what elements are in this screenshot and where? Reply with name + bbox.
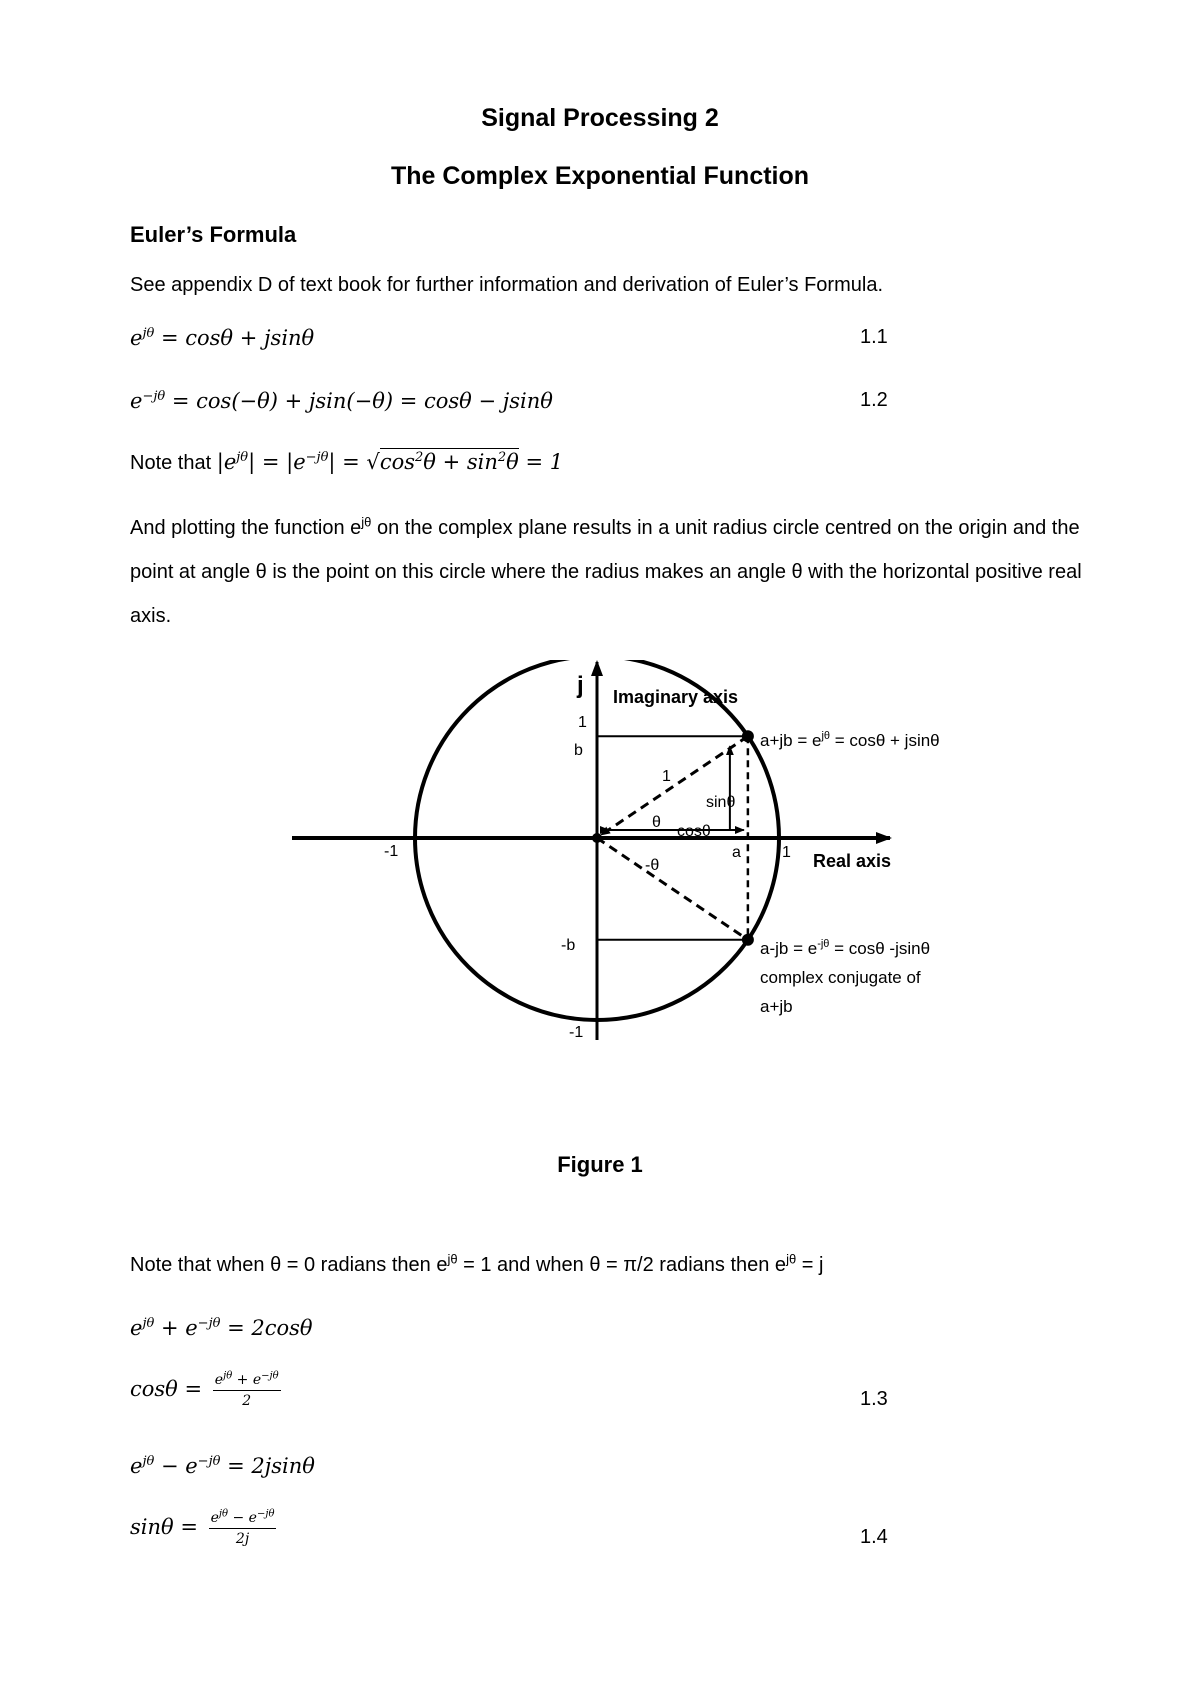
equation-1-4: sinθ = $\frac{e^{j\theta} - e^{-j\theta}}{2j}$: [130, 1508, 275, 1547]
equation-1-3: cosθ = $\frac{e^{j\theta} + e^{-j\theta}}{2}$: [130, 1370, 279, 1409]
b-label: b: [574, 742, 583, 759]
upper-point: [742, 730, 754, 742]
neg-b-label: -b: [561, 937, 576, 954]
x-tick-left: -1: [384, 843, 399, 860]
lower-point-label: $a-jb = e^{-j\theta} = \cos\theta$ -jsinθ: [760, 938, 931, 958]
radius-label: 1: [662, 768, 671, 785]
x-tick-right: 1: [782, 844, 791, 861]
neg-theta-label: -θ: [645, 857, 660, 874]
equation-sum: $e^{j\theta} + e^{-j\theta} = 2\cos\theta$: [130, 1316, 313, 1340]
equation-number-1-4: 1.4: [860, 1526, 888, 1548]
equation-number-1-3: 1.3: [860, 1388, 888, 1410]
conjugate-label-line2: a+jb: [760, 997, 793, 1016]
sin-theta-label: sinθ: [706, 794, 736, 811]
real-axis-label: Real axis: [813, 851, 892, 871]
y-tick-bottom: -1: [569, 1024, 584, 1041]
equation-1-2: $e^{-j\theta} = \cos(-\theta) + jsin(-\theta) = \cos\theta - jsin\theta$: [130, 389, 553, 413]
j-axis-label: j: [577, 672, 584, 699]
origin-point: [592, 833, 602, 843]
equation-number-1-1: 1.1: [860, 326, 888, 348]
description-paragraph: And plotting the function $e^{j\theta}$ on the complex plane results in a unit radius circle centred on the origin and the point at angle θ is the point on this circle where the radius makes an angle θ with the horizontal positive real axis.: [130, 514, 1082, 627]
special-values-note: Note that when θ = 0 radians then $e^{j\theta} = 1$ and when θ = π/2 radians then $e^{j\theta} = j$: [130, 1251, 824, 1276]
cos-theta-label: cosθ: [677, 823, 711, 840]
equation-number-1-2: 1.2: [860, 389, 888, 411]
theta-label: θ: [652, 814, 661, 831]
equation-difference: $e^{j\theta} - e^{-j\theta} = 2jsin\theta$: [130, 1454, 315, 1478]
document-subtitle: The Complex Exponential Function: [390, 162, 810, 190]
magnitude-note: Note that $|e^{j\theta}| = |e^{-j\theta}| = √\cos^2\theta + \sin^2\theta = 1$: [130, 450, 564, 474]
lower-point: [742, 934, 754, 946]
document-title: Signal Processing 2: [481, 104, 719, 132]
y-tick-top: 1: [578, 714, 587, 731]
conjugate-label-line1: complex conjugate of: [760, 968, 921, 987]
a-label: a: [732, 844, 741, 861]
figure-caption: Figure 1: [557, 1152, 643, 1177]
imaginary-axis-label: Imaginary axis: [613, 687, 739, 707]
radius-upper-dashed: [601, 736, 748, 835]
unit-circle-figure: [0, 660, 1200, 1150]
radius-lower-dashed: [597, 838, 748, 940]
intro-text: See appendix D of text book for further information and derivation of Euler’s Formula.: [130, 274, 883, 296]
upper-point-label: $a+jb = e^{j\theta} = \cos\theta + jsin\theta$: [760, 730, 940, 750]
equation-1-1: $e^{j\theta} = \cos\theta + jsin\theta$: [130, 326, 315, 350]
section-heading: Euler’s Formula: [130, 222, 297, 247]
